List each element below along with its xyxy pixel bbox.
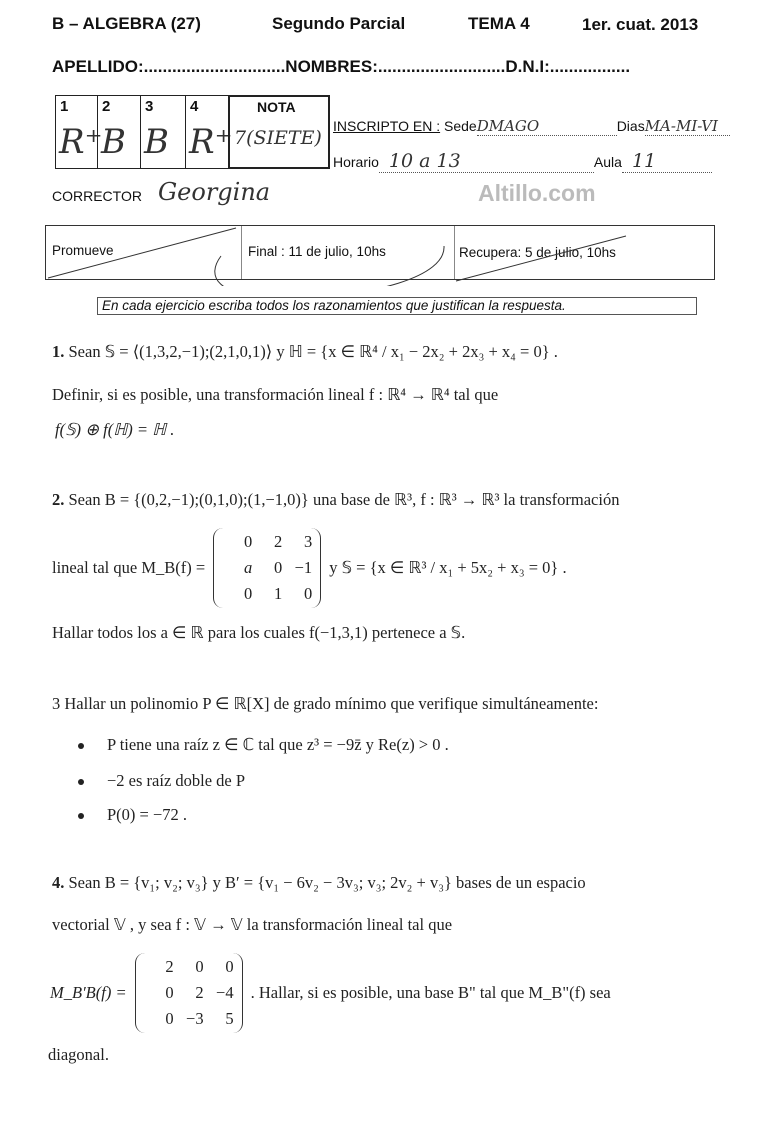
matrix-entry: 1 (273, 584, 283, 603)
grade-cell-1 (55, 95, 103, 169)
student-info-line: APELLIDO:..............................NOMBRES:...........................D.N.I:................. (52, 57, 631, 76)
exercise-number: 3 (145, 98, 154, 115)
problem-1-statement (52, 342, 558, 362)
grade-cell-4 (185, 95, 233, 169)
problem-2-pre: lineal tal que M_B(f) = (52, 558, 206, 577)
grade-cell-3 (140, 95, 186, 169)
tema: TEMA 4 (468, 14, 530, 33)
matrix-entry: a (243, 558, 253, 577)
watermark: Altillo.com (478, 180, 596, 206)
promueve-label: Promueve (52, 243, 114, 258)
horario-value: 10 a 13 (379, 150, 594, 173)
matrix-entry: 0 (303, 584, 313, 603)
pen-strokes (46, 226, 716, 286)
sede-value: DMAGO (477, 117, 617, 136)
aula-label: Aula (593, 154, 622, 170)
problem-number: 2. (52, 490, 65, 509)
matrix-entry: −3 (186, 1009, 204, 1028)
problem-4-matrix-row (50, 953, 611, 1033)
horario-row (333, 150, 712, 173)
matrix-mbb (135, 953, 243, 1033)
exercise-grade: B (144, 122, 169, 162)
matrix-entry: 2 (165, 957, 174, 976)
problem-4-post: . Hallar, si es posible, una base B" tal que M_B"(f) sea (250, 983, 611, 1002)
matrix-entry: 0 (243, 584, 253, 603)
problem-text: Hallar un polinomio P ∈ ℝ[X] de grado mínimo que verifique simultáneamente: (64, 694, 599, 713)
problem-text: Sean B = {v₁; v₂; v₃} y B′ = {v₁ − 6v₂ − 3v₃; v₃; 2v₂ + v₃} bases de un espacio (68, 873, 586, 892)
problem-2-matrix-row (52, 528, 567, 608)
problem-3-statement (52, 694, 598, 714)
problem-number: 4. (52, 873, 65, 892)
exam-name: Segundo Parcial (272, 14, 406, 33)
problem-text: Sean 𝕊 = ⟨(1,3,2,−1);(2,1,0,1)⟩ y ℍ = {x ∈ ℝ⁴ / x₁ − 2x₂ + 2x₃ + x₄ = 0} . (68, 342, 558, 361)
exercise-number: 4 (190, 98, 199, 115)
matrix-entry: 0 (225, 957, 234, 976)
final-label: Final : 11 de julio, 10hs (248, 244, 386, 259)
matrix-entry: 5 (225, 1009, 234, 1028)
matrix-entry: 0 (273, 558, 283, 577)
grade-cell-2 (97, 95, 141, 169)
problem-4-pre: M_B′B(f) = (50, 983, 127, 1002)
period: 1er. cuat. 2013 (582, 15, 699, 34)
matrix-entry: 3 (303, 532, 313, 551)
bullet-icon (78, 779, 84, 785)
nota-label: NOTA (257, 99, 296, 115)
course-title: B – ALGEBRA (27) (52, 14, 201, 33)
sede-label: Sede (443, 118, 477, 134)
nota-cell (228, 95, 330, 169)
condition-2: −2 es raíz doble de P (107, 771, 246, 790)
status-box (45, 225, 715, 280)
corrector-label: CORRECTOR (52, 188, 142, 204)
problem-text: Sean B = {(0,2,−1);(0,1,0);(1,−1,0)} una base de ℝ³, f : ℝ³ → ℝ³ la transformación (68, 490, 620, 509)
aula-value: 11 (622, 150, 712, 173)
problem-1-line2: Definir, si es posible, una transformación lineal f : ℝ⁴ → ℝ⁴ tal que (52, 385, 499, 404)
problem-2-line3: Hallar todos los a ∈ ℝ para los cuales f(−1,3,1) pertenece a 𝕊. (52, 623, 466, 642)
bullet-icon (78, 813, 84, 819)
matrix-entry: −1 (294, 558, 313, 577)
instruction: En cada ejercicio escriba todos los razonamientos que justifican la respuesta. (97, 297, 697, 315)
condition-1: P tiene una raíz z ∈ ℂ tal que z³ = −9z̄ y Re(z) > 0 . (107, 735, 449, 754)
dias-label: Dias (616, 118, 645, 134)
matrix-entry: 0 (243, 532, 253, 551)
exercise-number: 1 (60, 98, 69, 115)
corrector-signature: Georgina (158, 178, 271, 206)
matrix-entry: −4 (216, 983, 234, 1002)
problem-4-line3: diagonal. (48, 1045, 109, 1064)
recupera-label: Recupera: 5 de julio, 10hs (459, 245, 616, 260)
horario-label: Horario (333, 154, 379, 170)
matrix-entry: 0 (165, 983, 174, 1002)
problem-2-post: y 𝕊 = {x ∈ ℝ³ / x₁ + 5x₂ + x₃ = 0} . (329, 558, 567, 577)
matrix-entry: 2 (195, 983, 204, 1002)
matrix-entry: 2 (273, 532, 283, 551)
inscripto-label: INSCRIPTO EN : (333, 118, 441, 134)
nota-value: 7(SIETE) (234, 127, 322, 149)
problem-4-line2: vectorial 𝕍 , y sea f : 𝕍 → 𝕍 la transformación lineal tal que (52, 915, 453, 934)
bullet-icon (78, 743, 84, 749)
problem-2-statement (52, 490, 619, 510)
matrix-mb (213, 528, 321, 608)
problem-number: 3 (52, 694, 61, 713)
exercise-number: 2 (102, 98, 111, 115)
problem-4-statement (52, 873, 586, 893)
matrix-entry: 0 (165, 1009, 174, 1028)
inscripto-row (333, 117, 730, 136)
problem-1-line3: f(𝕊) ⊕ f(ℍ) = ℍ . (55, 420, 175, 439)
dias-value: MA-MI-VI (645, 117, 730, 136)
exercise-grade: R⁺ (59, 122, 103, 162)
problem-number: 1. (52, 342, 65, 361)
exercise-grade: R⁺ (189, 122, 233, 162)
matrix-entry: 0 (195, 957, 204, 976)
exercise-grade: B (101, 122, 126, 162)
condition-3: P(0) = −72 . (107, 805, 188, 824)
